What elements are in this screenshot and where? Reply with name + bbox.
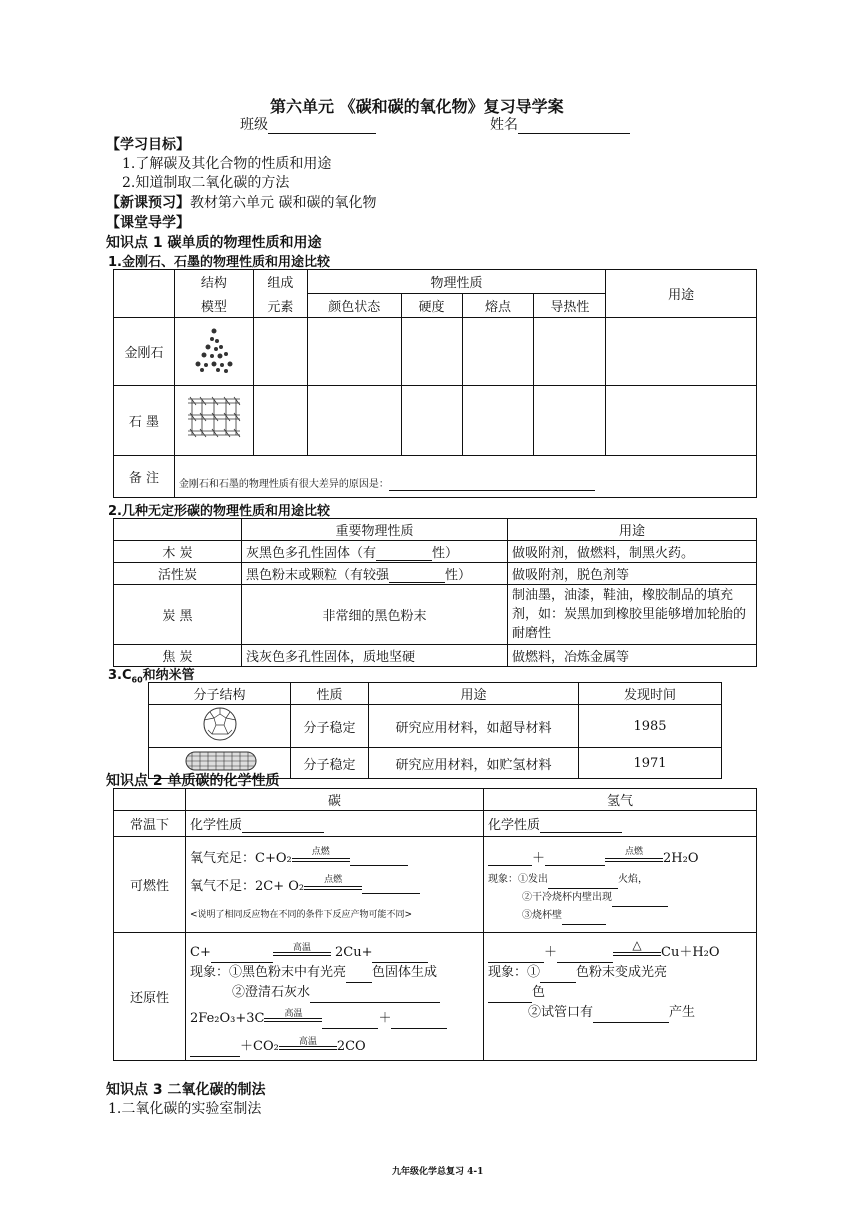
h2-cuo-eq	[488, 937, 752, 963]
high-temp-cond-3: 高温	[298, 1036, 317, 1047]
class-label-text: 班级	[240, 117, 268, 133]
g-color[interactable]	[307, 386, 401, 456]
t3-h-prop: 性质	[291, 683, 369, 705]
g-melt[interactable]	[462, 386, 534, 456]
plus-sign: ＋	[532, 851, 546, 866]
co2-text: ＋CO₂	[240, 1039, 279, 1054]
charcoal-prop-b: 性）	[432, 546, 459, 561]
h2-burn-eq	[488, 847, 752, 871]
carbonblack-prop: 非常细的黑色粉末	[242, 585, 508, 645]
t2-row-charcoal: 木 炭	[114, 541, 242, 563]
h2-r1b-text: 色粉末变成光亮	[576, 965, 668, 980]
h2-r2-text: ②试管口有	[528, 1005, 594, 1020]
charcoal-use: 做吸附剂，做燃料，制黑火药。	[508, 541, 757, 563]
c-p1-blank[interactable]	[346, 971, 372, 983]
charcoal-blank[interactable]	[376, 549, 432, 561]
c60-ball-icon	[200, 706, 240, 742]
c-p1-text: 现象：①黑色粉末中有光亮	[190, 965, 347, 980]
t2-blank	[114, 519, 242, 541]
coke-use: 做燃料，冶炼金属等	[508, 645, 757, 667]
col-blank	[114, 270, 175, 318]
class-label	[240, 114, 376, 134]
g-use[interactable]	[606, 386, 757, 456]
d-use[interactable]	[606, 318, 757, 386]
goal-2: 2.知道制取二氧化碳的方法	[122, 175, 290, 191]
c-phen-1	[190, 963, 479, 983]
t2-row-coke: 焦 炭	[114, 645, 242, 667]
o2-enough-text: 氧气充足：C+O₂	[190, 851, 292, 866]
t4-blank	[114, 789, 186, 811]
h2-p3-blank[interactable]	[562, 915, 606, 925]
name-blank[interactable]	[518, 120, 630, 134]
h2-chem-label: 化学性质	[488, 818, 541, 833]
row-graphite: 石 墨	[114, 386, 175, 456]
t2-row-activated: 活性炭	[114, 563, 242, 585]
fe-blank-2[interactable]	[391, 1017, 447, 1029]
name-label	[490, 114, 630, 134]
h2-burn-phen-3	[488, 907, 752, 925]
row-diamond: 金刚石	[114, 318, 175, 386]
h-use: 用途	[606, 270, 757, 318]
nanotube-use: 研究应用材料，如贮氢材料	[369, 748, 579, 779]
t4-row-reduce: 还原性	[114, 933, 186, 1061]
kp1-sub1: 1.金刚石、石墨的物理性质和用途比较	[108, 255, 330, 270]
ignite-sign	[292, 846, 350, 866]
h2-normal	[484, 811, 757, 837]
diamond-model	[174, 318, 253, 386]
t2-h-prop: 重要物理性质	[242, 519, 508, 541]
g-elem[interactable]	[253, 386, 307, 456]
d-elem[interactable]	[253, 318, 307, 386]
nanotube-time: 1971	[579, 748, 722, 779]
t3-h-time: 发现时间	[579, 683, 722, 705]
h2-r-phen-1	[488, 963, 752, 983]
coke-prop: 浅灰色多孔性固体，质地坚硬	[242, 645, 508, 667]
nanotube-prop: 分子稳定	[291, 748, 369, 779]
h2-p1-blank[interactable]	[548, 879, 618, 889]
plus-sign-3: ＋	[544, 945, 558, 960]
g-hard[interactable]	[401, 386, 462, 456]
goal-1: 1.了解碳及其化合物的性质和用途	[122, 156, 332, 172]
carbon-reduce	[186, 933, 484, 1061]
h2o-product: 2H₂O	[663, 851, 699, 866]
charcoal-prop	[242, 541, 508, 563]
h2-p1b-text: 火焰，	[618, 874, 648, 885]
o2-short-text: 氧气不足：2C+ O₂	[190, 879, 305, 894]
h2-burn-blank-2[interactable]	[545, 854, 605, 866]
h2-r1c-text: 色	[532, 985, 546, 1000]
eq-o2-short	[190, 875, 479, 899]
activated-prop	[242, 563, 508, 585]
kp1-sub2: 2.几种无定形碳的物理性质和用途比较	[108, 504, 330, 519]
knowledge-point-2: 知识点 2 单质碳的化学性质	[106, 773, 280, 789]
goals-heading: 【学习目标】	[106, 137, 190, 153]
h2-cu-prod: Cu＋H₂O	[661, 945, 720, 960]
h-hard: 硬度	[401, 294, 462, 318]
name-label-text: 姓名	[490, 117, 518, 133]
high-temp-cond: 高温	[292, 942, 311, 953]
c-cuo-blank[interactable]	[211, 951, 273, 963]
t4-h-h2: 氢气	[484, 789, 757, 811]
high-temp-sign	[273, 942, 331, 960]
preview-heading: 【新课预习】	[106, 195, 190, 211]
preview-text: 教材第六单元 碳和碳的氧化物	[190, 195, 377, 211]
d-melt[interactable]	[462, 318, 534, 386]
t3-h-use: 用途	[369, 683, 579, 705]
h-heat: 导热性	[534, 294, 606, 318]
h-elem: 组成	[253, 270, 307, 294]
classroom-heading: 【课堂导学】	[106, 215, 190, 231]
preview-row	[106, 192, 376, 212]
d-heat[interactable]	[534, 318, 606, 386]
o2-enough-blank[interactable]	[350, 854, 408, 866]
h-phys: 物理性质	[307, 270, 605, 294]
plus-sign-2: ＋	[378, 1011, 392, 1026]
h2-burn-phen-2	[488, 889, 752, 907]
h2-r2-blank[interactable]	[593, 1011, 669, 1023]
burn-note: <说明了相同反应物在不同的条件下反应产物可能不同>	[190, 910, 413, 920]
knowledge-point-3: 知识点 3 二氧化碳的制法	[106, 1082, 266, 1098]
ignite-cond-2: 点燃	[324, 874, 343, 885]
h-color: 颜色状态	[307, 294, 401, 318]
h2-reduce	[484, 933, 757, 1061]
ignite-sign-3	[605, 846, 663, 866]
co2-eq	[190, 1037, 479, 1057]
ignite-sign-2	[304, 874, 362, 894]
h2-r1c-blank[interactable]	[488, 991, 532, 1003]
carbon-normal	[186, 811, 484, 837]
t4-row-burn: 可燃性	[114, 837, 186, 933]
co-product: 2CO	[336, 1039, 366, 1054]
c-p2-text: ②澄清石灰水	[232, 985, 311, 1000]
c-p2-blank[interactable]	[310, 991, 440, 1003]
c-phen-2	[190, 983, 479, 1003]
note-cell	[174, 456, 756, 498]
h-melt: 熔点	[462, 294, 534, 318]
t3-h-mol: 分子结构	[149, 683, 291, 705]
h-struct: 结构	[174, 270, 253, 294]
row-note: 备 注	[114, 456, 175, 498]
c60-time: 1985	[579, 705, 722, 748]
h2-burn-blank-1[interactable]	[488, 854, 532, 866]
heat-sign	[613, 937, 661, 960]
h2-r1-text: 现象：①	[488, 965, 541, 980]
h2-cuo-blank-2[interactable]	[557, 951, 613, 963]
h2-chem-blank[interactable]	[540, 821, 622, 833]
h2-r-phen-2	[488, 1003, 752, 1023]
c-p1b-text: 色固体生成	[372, 965, 438, 980]
charcoal-prop-a: 灰黑色多孔性固体（有	[246, 546, 377, 561]
high-temp-cond-2: 高温	[284, 1008, 303, 1019]
c-cuo-prod-blank[interactable]	[372, 951, 428, 963]
amorphous-carbon-table	[113, 518, 757, 667]
carbon-chem-blank[interactable]	[242, 821, 324, 833]
c60-table	[148, 682, 722, 779]
kp1-sub3: $3.C_{60}$和纳米管	[108, 668, 195, 685]
graphite-model	[174, 386, 253, 456]
h-struct2: 模型	[174, 294, 253, 318]
h2-phen-label: 现象：	[488, 874, 518, 885]
c60-use: 研究应用材料，如超导材料	[369, 705, 579, 748]
carbon-chem-label: 化学性质	[190, 818, 243, 833]
activated-use: 做吸附剂，脱色剂等	[508, 563, 757, 585]
kp3-sub1: 1.二氧化碳的实验室制法	[108, 1101, 262, 1117]
high-temp-sign-2	[264, 1008, 322, 1026]
d-hard[interactable]	[401, 318, 462, 386]
t2-row-carbonblack: 炭 黑	[114, 585, 242, 645]
diamond-graphite-table	[113, 269, 757, 498]
h-elem2: 元素	[253, 294, 307, 318]
t4-h-carbon: 碳	[186, 789, 484, 811]
h2-p2-text: ②干冷烧杯内壁出现	[522, 892, 612, 903]
activated-prop-a: 黑色粉末或颗粒（有较强	[246, 568, 390, 583]
page-title: 第六单元 《碳和碳的氧化物》复习导学案	[270, 97, 564, 116]
ignite-cond: 点燃	[311, 846, 330, 857]
fe-blank-1[interactable]	[322, 1017, 378, 1029]
o2-short-blank[interactable]	[362, 882, 420, 894]
c60-prop: 分子稳定	[291, 705, 369, 748]
knowledge-point-1: 知识点 1 碳单质的物理性质和用途	[106, 235, 322, 251]
diamond-structure-icon	[186, 325, 242, 375]
h2-p1-text: ①发出	[518, 874, 548, 885]
activated-blank[interactable]	[389, 571, 445, 583]
high-temp-sign-3	[279, 1036, 337, 1054]
class-blank[interactable]	[268, 120, 376, 134]
graphite-structure-icon	[184, 393, 244, 445]
d-color[interactable]	[307, 318, 401, 386]
h2-r1-blank[interactable]	[540, 971, 576, 983]
h2-r2b-text: 产生	[669, 1005, 696, 1020]
fe-eq	[190, 1009, 479, 1029]
carbonblack-use: 制油墨，油漆，鞋油，橡胶制品的填充剂，如：炭黑加到橡胶里能够增加轮胎的耐磨性	[508, 585, 757, 645]
c-cuo-eq	[190, 943, 479, 963]
h2-p2-blank[interactable]	[612, 897, 668, 907]
note-text: 金刚石和石墨的物理性质有很大差异的原因是：	[178, 479, 389, 490]
c-plus-text: C+	[190, 945, 211, 960]
activated-prop-b: 性）	[445, 568, 472, 583]
t2-h-use: 用途	[508, 519, 757, 541]
fe-eq-text: 2Fe₂O₃+3C	[190, 1011, 265, 1026]
h2-cuo-blank-1[interactable]	[488, 951, 544, 963]
note-blank[interactable]	[389, 479, 595, 491]
h2-r-phen-1b	[488, 983, 752, 1003]
carbon-burn	[186, 837, 484, 933]
cu2-text: 2Cu+	[334, 945, 373, 960]
h2-burn	[484, 837, 757, 933]
co2-blank[interactable]	[190, 1045, 240, 1057]
t4-row-normal: 常温下	[114, 811, 186, 837]
footer: 九年级化学总复习 4-1	[392, 1167, 484, 1177]
h2-p3-text: ③烧杯壁	[522, 910, 562, 921]
c60-model	[149, 705, 291, 748]
g-heat[interactable]	[534, 386, 606, 456]
ignite-cond-3: 点燃	[625, 846, 644, 857]
h2-burn-phen-1	[488, 871, 752, 889]
chem-prop-table	[113, 788, 757, 1061]
heat-cond: △	[632, 937, 642, 952]
